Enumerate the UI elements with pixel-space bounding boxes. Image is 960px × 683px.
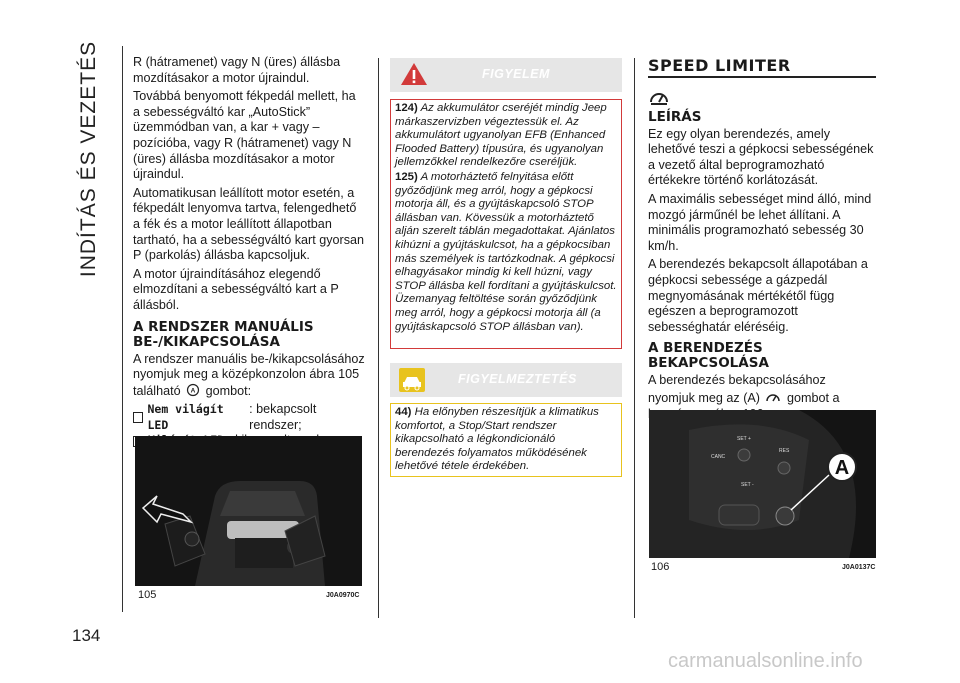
figure-105-photo	[135, 436, 362, 586]
section-heading: A RENDSZER MANUÁLIS BE-/KIKAPCSOLÁSA	[133, 318, 314, 350]
paragraph: Ez egy olyan berendezés, amely lehetővé teszi a gépkocsi sebességének a vezető által beprogramozható értékekre történő korlátozását.	[648, 126, 874, 188]
title-underline	[648, 76, 876, 78]
figure-code: J0A0137C	[842, 564, 876, 571]
canc-button-label: CANC	[711, 454, 726, 460]
paragraph: A motor újraindításához elegendő elmozdítani a sebességváltó kart a P állásból.	[133, 266, 339, 312]
warning-label: FIGYELEM	[482, 67, 550, 81]
figure-number: 106	[651, 561, 670, 573]
checkbox-bullet-icon	[133, 412, 143, 423]
list-item: Nem világít LED : bekapcsolt rendszer;	[133, 402, 365, 433]
set-minus-label: SET -	[741, 482, 754, 488]
environment-note-icon	[398, 367, 426, 393]
callout-label: A	[834, 457, 850, 479]
steering-wheel-illustration	[649, 410, 876, 558]
column-divider	[122, 46, 123, 612]
subsection-heading: LEÍRÁS	[648, 108, 702, 125]
chapter-side-title: INDÍTÁS ÉS VEZETÉS	[77, 40, 100, 278]
auto-start-stop-icon	[186, 383, 200, 397]
paragraph: Továbbá benyomott fékpedál mellett, ha a sebességváltó kar „AutoStick” üzemmódban van, a kar + vagy – pozícióba, vagy R (hátramenet) vagy N (üres) állásba mozdításakor a motor újraindul.	[133, 89, 356, 182]
svg-text:A: A	[190, 387, 196, 395]
warning-box	[390, 99, 622, 349]
subsection-heading: A BERENDEZÉS BEKAPCSOLÁSA	[648, 340, 769, 372]
console-illustration	[135, 436, 362, 586]
speed-limiter-icon	[648, 86, 670, 106]
figure-code: J0A0970C	[326, 592, 360, 599]
page-number: 134	[72, 626, 101, 645]
warning-header	[390, 58, 622, 92]
section-title: SPEED LIMITER	[648, 56, 791, 75]
watermark: carmanualsonline.info	[668, 650, 863, 672]
set-plus-label: SET +	[737, 436, 751, 442]
column-1	[133, 55, 365, 449]
warning-triangle-icon	[400, 61, 428, 87]
figure-number: 105	[138, 589, 157, 601]
res-button-label: RES	[779, 448, 790, 454]
paragraph: A berendezés bekapcsolásához nyomjuk meg az (A) gombot a	[648, 373, 840, 405]
warning-item: 125) A motorháztető felnyitása előtt győződjünk meg arról, hogy a gépkocsi motorja áll, és a gyújtáskapcsoló STOP állásban van. Kövessük a motorháztető alján szerelt táblán megadottakat. Ajánlatos kihúzni a gyújtáskulcsot, ha a gépkocsiban más személyek is tartózkodnak. A gépkocsi elhagyásakor mindig ki kell húzni, vagy STOP állásba kell fordítani a gyújtáskulcsot. Üzemanyag feltöltése során győződjünk meg arról, hogy a gépkocsi motorja áll (a gyújtáskapcsoló STOP állásban van).	[395, 170, 617, 333]
paragraph: A berendezés bekapcsolt állapotában a gépkocsi sebessége a gázpedál megnyomásának mértékétől függ egészen a beprogramozott sebességhatár eléréséig.	[648, 257, 868, 334]
note-item: 44) Ha előnyben részesítjük a klimatikus komfortot, a Stop/Start rendszer kikapcsolható a légkondicionáló berendezés folyamatos működésének lehetővé tétele érdekében.	[395, 406, 599, 473]
paragraph: A maximális sebességet mind álló, mind mozgó járműnél be lehet állítani. A minimális programozható sebesség 30 km/h.	[648, 191, 872, 253]
column-3	[648, 58, 876, 425]
paragraph: Automatikusan leállított motor esetén, a fékpedált lenyomva tartva, felengedhető a fék és a motor leállított állapotban tartható, ha a sebességváltó kart gyorsan P (parkolás) állásba kapcsoljuk.	[133, 185, 365, 263]
note-header	[390, 363, 622, 397]
note-box	[390, 403, 622, 477]
column-divider	[634, 58, 635, 618]
speed-limiter-button-icon	[765, 389, 781, 404]
paragraph: R (hátramenet) vagy N (üres) állásba mozdításakor a motor újraindul.	[133, 55, 341, 85]
column-divider	[378, 58, 379, 618]
paragraph: A rendszer manuális be-/kikapcsolásához nyomjuk meg a középkonzolon ábra 105 található A gombot:	[133, 351, 365, 398]
note-label: FIGYELMEZTETÉS	[458, 372, 577, 386]
warning-item: 124) Az akkumulátor cseréjét mindig Jeep márkaszervizben végeztessük el. Az akkumulátort ugyanolyan EFB (Enhanced Flooded Battery) típusúra, és ugyanolyan jellemzőkkel rendelkezőre cseréljük.	[395, 102, 607, 169]
figure-106-photo	[649, 410, 876, 558]
